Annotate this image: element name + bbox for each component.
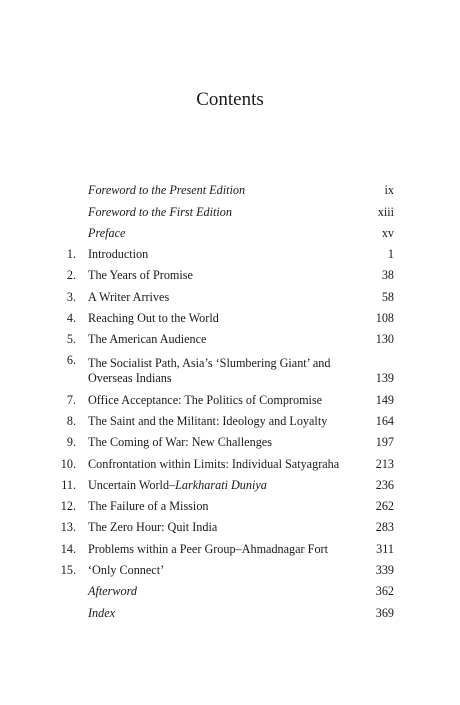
toc-entry-page: 149 bbox=[375, 392, 394, 407]
toc-entry-page: 262 bbox=[375, 499, 394, 514]
toc-entry-page: 139 bbox=[375, 371, 394, 386]
toc-entry-title: Afterword bbox=[88, 584, 137, 599]
toc-entry-chapter-8[interactable] bbox=[40, 408, 394, 429]
toc-entry-page: 213 bbox=[375, 456, 394, 471]
toc-entry-afterword[interactable] bbox=[40, 578, 394, 599]
toc-entry-title-main: Uncertain World– bbox=[88, 477, 176, 492]
toc-entry-page: 339 bbox=[375, 563, 394, 578]
toc-entry-title-line2: Overseas Indians bbox=[88, 371, 172, 386]
toc-entry-number: 12. bbox=[60, 499, 76, 514]
toc-entry-title: The American Audience bbox=[88, 332, 207, 347]
toc-entry-title: The Saint and the Militant: Ideology and Loyalty bbox=[88, 413, 328, 428]
toc-entry-title: Foreword to the First Edition bbox=[88, 204, 232, 219]
toc-entry-chapter-2[interactable] bbox=[40, 262, 394, 283]
toc-entry-number: 1. bbox=[66, 247, 76, 262]
toc-entry-title bbox=[88, 356, 350, 386]
toc-entry-index[interactable] bbox=[40, 599, 394, 620]
toc-entry-number: 13. bbox=[60, 520, 76, 535]
toc-entry-title: Foreword to the Present Edition bbox=[88, 183, 246, 198]
toc-entry-chapter-7[interactable] bbox=[40, 386, 394, 407]
toc-entry-page: 362 bbox=[375, 584, 394, 599]
toc-entry-chapter-9[interactable] bbox=[40, 429, 394, 450]
toc-entry-foreword-first[interactable] bbox=[40, 198, 394, 219]
toc-entry-number: 2. bbox=[66, 268, 76, 283]
toc-entry-number: 8. bbox=[66, 413, 76, 428]
toc-entry-page: 108 bbox=[375, 311, 394, 326]
toc-entry-number: 9. bbox=[66, 435, 76, 450]
toc-entry-title: Reaching Out to the World bbox=[88, 311, 219, 326]
toc-entry-page: 283 bbox=[375, 520, 394, 535]
toc-entry-chapter-14[interactable] bbox=[40, 535, 394, 556]
toc-entry-title: ‘Only Connect’ bbox=[88, 563, 165, 578]
toc-entry-title: Index bbox=[88, 605, 116, 620]
toc-entry-page: 369 bbox=[375, 605, 394, 620]
toc-entry-title: Preface bbox=[88, 225, 126, 240]
toc-entry-title-italic: Larkharati Duniya bbox=[175, 477, 267, 492]
toc-entry-title: Problems within a Peer Group–Ahmadnagar Fort bbox=[88, 541, 328, 556]
toc-entry-number: 15. bbox=[60, 563, 76, 578]
toc-entry-page: 197 bbox=[375, 435, 394, 450]
toc-entry-page: 58 bbox=[381, 289, 394, 304]
toc-entry-chapter-1[interactable] bbox=[40, 241, 394, 262]
toc-entry-title: Office Acceptance: The Politics of Compromise bbox=[88, 392, 323, 407]
toc-entry-title bbox=[88, 478, 350, 493]
toc-entry-title: The Zero Hour: Quit India bbox=[88, 520, 218, 535]
toc-entry-page: xiii bbox=[377, 204, 394, 219]
toc-entry-preface[interactable] bbox=[40, 220, 394, 241]
toc-entry-number: 6. bbox=[66, 353, 76, 368]
toc-entry-number: 11. bbox=[61, 477, 76, 492]
toc-entry-title-line1: The Socialist Path, Asia’s ‘Slumbering Giant’ and bbox=[88, 356, 331, 371]
toc-entry-chapter-15[interactable] bbox=[40, 557, 394, 578]
toc-entry-chapter-13[interactable] bbox=[40, 514, 394, 535]
toc-entry-number: 3. bbox=[66, 289, 76, 304]
toc-entry-page: 1 bbox=[387, 247, 394, 262]
toc-entry-chapter-6[interactable] bbox=[40, 347, 394, 386]
toc-entry-number: 10. bbox=[60, 456, 76, 471]
toc-entry-title: The Coming of War: New Challenges bbox=[88, 435, 272, 450]
toc-entry-page: xv bbox=[381, 225, 394, 240]
toc-entry-chapter-11[interactable] bbox=[40, 472, 394, 493]
toc-entry-page: 164 bbox=[375, 413, 394, 428]
toc-entry-number: 4. bbox=[66, 311, 76, 326]
toc-entry-number: 14. bbox=[60, 541, 76, 556]
toc-entry-page: 311 bbox=[376, 541, 394, 556]
toc-entry-title: A Writer Arrives bbox=[88, 289, 170, 304]
toc-entry-title: Introduction bbox=[88, 247, 149, 262]
toc-entry-chapter-12[interactable] bbox=[40, 493, 394, 514]
toc-entry-number: 7. bbox=[66, 392, 76, 407]
toc-entry-chapter-10[interactable] bbox=[40, 450, 394, 471]
toc-entry-page: 130 bbox=[375, 332, 394, 347]
page-title: Contents bbox=[196, 89, 264, 110]
toc-entry-chapter-3[interactable] bbox=[40, 283, 394, 304]
table-of-contents bbox=[40, 177, 394, 621]
toc-entry-page: 38 bbox=[381, 268, 394, 283]
toc-entry-page: 236 bbox=[375, 477, 394, 492]
toc-entry-title: The Failure of a Mission bbox=[88, 499, 209, 514]
toc-entry-chapter-5[interactable] bbox=[40, 326, 394, 347]
toc-entry-chapter-4[interactable] bbox=[40, 305, 394, 326]
toc-entry-title: Confrontation within Limits: Individual Satyagraha bbox=[88, 456, 340, 471]
toc-entry-number: 5. bbox=[66, 332, 76, 347]
toc-entry-foreword-present[interactable] bbox=[40, 177, 394, 198]
toc-entry-title: The Years of Promise bbox=[88, 268, 193, 283]
toc-entry-page: ix bbox=[384, 183, 394, 198]
